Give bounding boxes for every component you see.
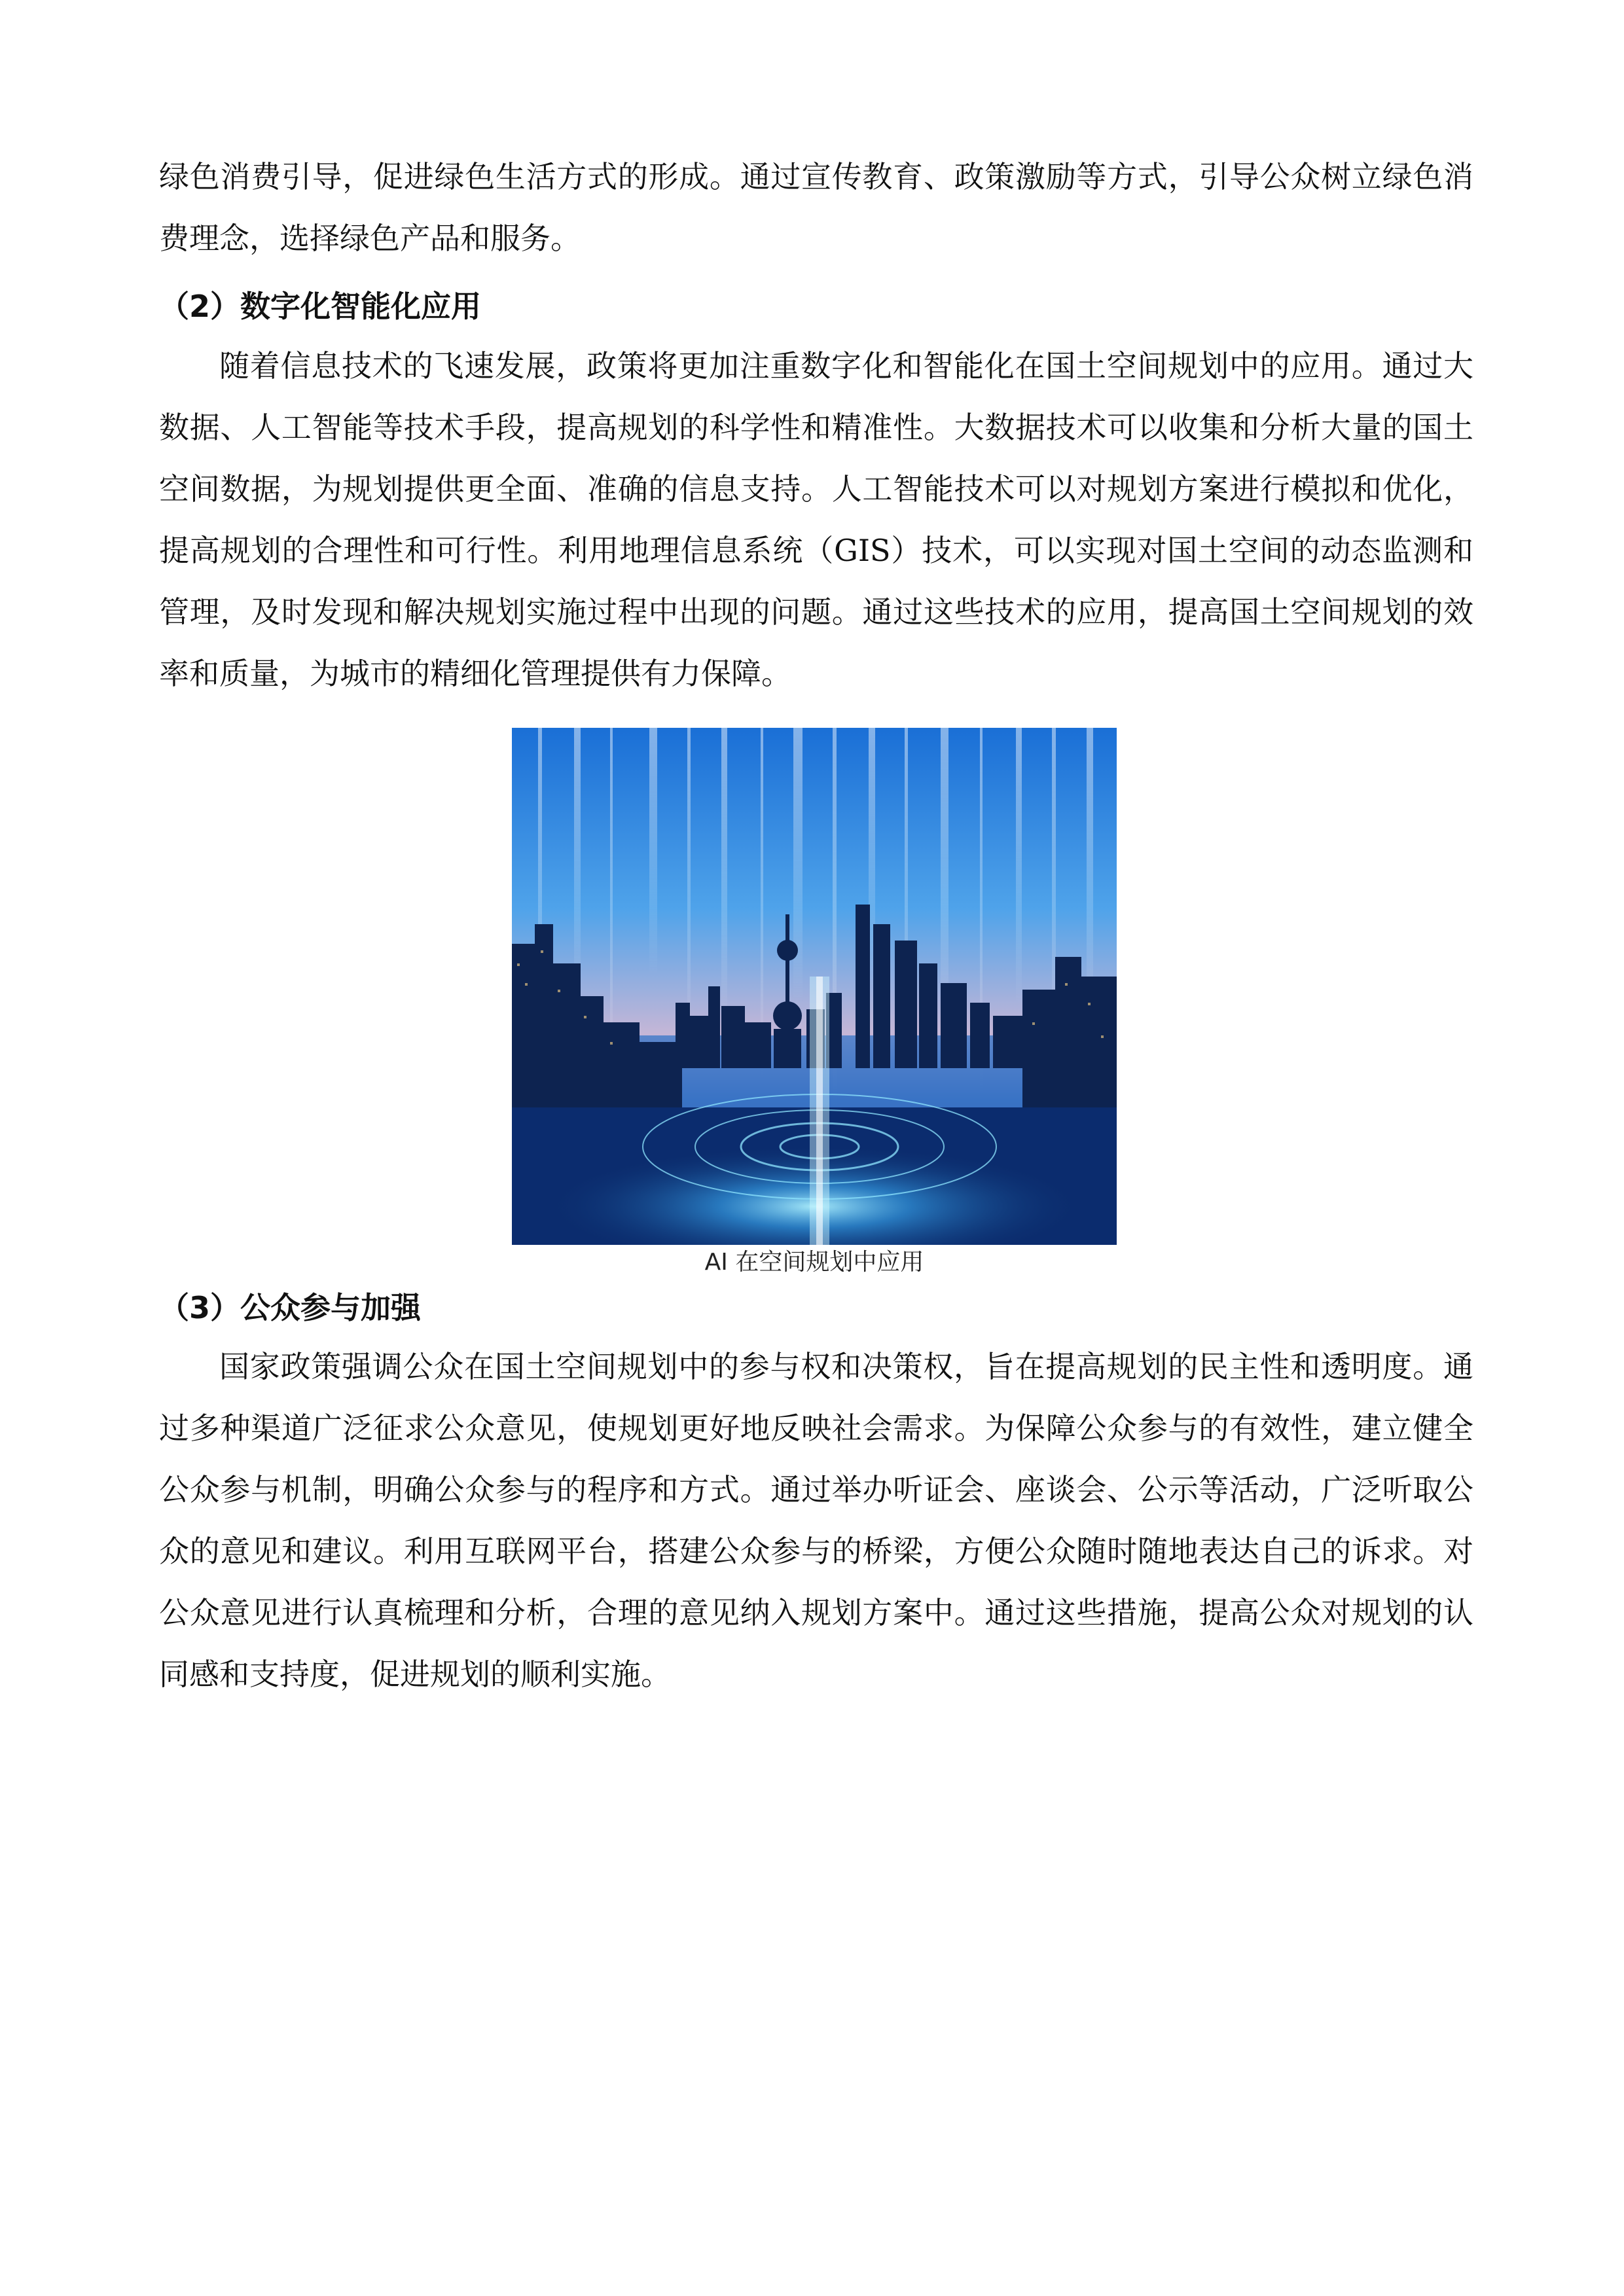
city-ai-image: [512, 728, 1117, 1245]
paragraph-digital-intelligent: 随着信息技术的飞速发展，政策将更加注重数字化和智能化在国土空间规划中的应用。通过大数据、人工智能等技术手段，提高规划的科学性和精准性。大数据技术可以收集和分析大量的国土空间数据，为规划提供更全面、准确的信息支持。人工智能技术可以对规划方案进行模拟和优化，提高规划的合理性和可行性。利用地理信息系统（GIS）技术，可以实现对国土空间的动态监测和管理，及时发现和解决规划实施过程中出现的问题。通过这些技术的应用，提高国土空间规划的效率和质量，为城市的精细化管理提供有力保障。: [159, 348, 1473, 691]
figure-caption: AI 在空间规划中应用: [704, 1249, 924, 1276]
heading-public-participation: （3）公众参与加强: [159, 1290, 422, 1325]
paragraph-green-consumption: 绿色消费引导，促进绿色生活方式的形成。通过宣传教育、政策激励等方式，引导公众树立绿色消费理念，选择绿色产品和服务。: [159, 159, 1473, 256]
heading-digital-intelligent: （2）数字化智能化应用: [159, 289, 482, 324]
paragraph-public-participation: 国家政策强调公众在国土空间规划中的参与权和决策权，旨在提高规划的民主性和透明度。通过多种渠道广泛征求公众意见，使规划更好地反映社会需求。为保障公众参与的有效性，建立健全公众参与机制，明确公众参与的程序和方式。通过举办听证会、座谈会、公示等活动，广泛听取公众的意见和建议。利用互联网平台，搭建公众参与的桥梁，方便公众随时随地表达自己的诉求。对公众意见进行认真梳理和分析，合理的意见纳入规划方案中。通过这些措施，提高公众对规划的认同感和支持度，促进规划的顺利实施。: [159, 1349, 1473, 1692]
